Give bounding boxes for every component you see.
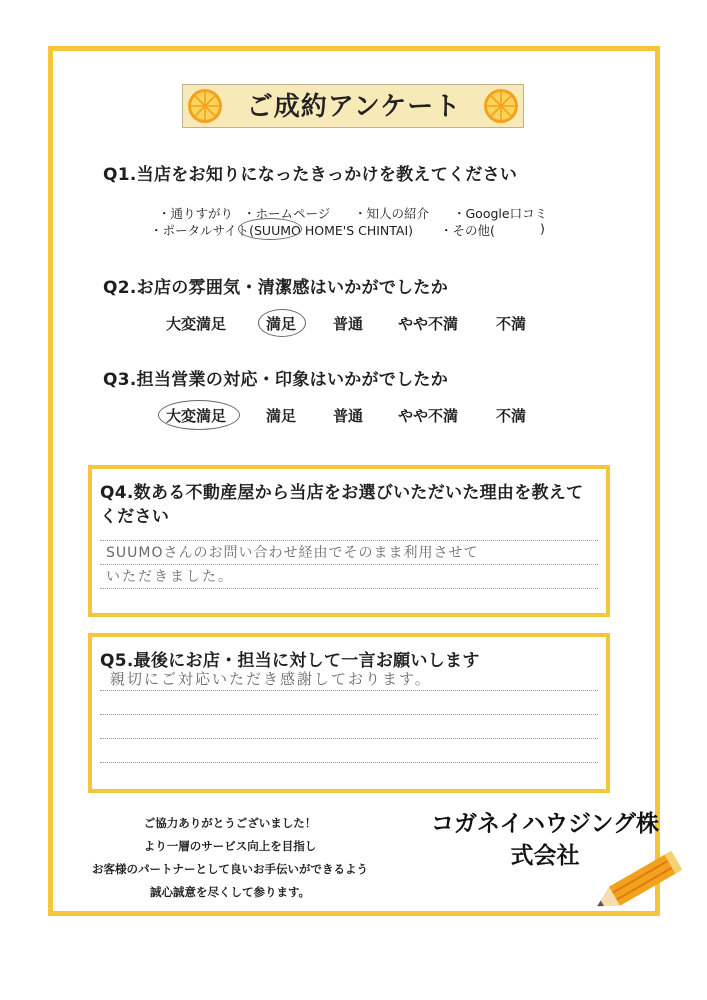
- answer-line: [100, 588, 598, 589]
- q2-option: 普通: [333, 315, 364, 333]
- answer-line: [100, 762, 598, 763]
- closing-message: より一層のサービス向上を目指し: [143, 839, 317, 853]
- q3-option: 不満: [496, 407, 527, 425]
- q3-question: Q3.担当営業の対応・印象はいかがでしたか: [103, 370, 449, 390]
- q1-option: ・その他(: [440, 223, 495, 238]
- answer-line: [100, 540, 598, 541]
- page-title: ご成約アンケート: [246, 92, 462, 122]
- q1-option: ・通りすがり: [158, 206, 234, 221]
- q2-option: 満足: [266, 315, 297, 333]
- q3-option: やや不満: [398, 407, 459, 425]
- q5-answer-text: 親切にご対応いただき感謝しております。: [110, 670, 432, 688]
- pencil-icon: [590, 850, 686, 920]
- q3-option: 普通: [333, 407, 364, 425]
- q1-question: Q1.当店をお知りになったきっかけを教えてください: [103, 165, 518, 185]
- q2-option: 大変満足: [166, 315, 227, 333]
- q4-question: Q4.数ある不動産屋から当店をお選びいただいた理由を教えて: [100, 483, 584, 503]
- answer-line: [100, 690, 598, 691]
- answer-line: [100, 738, 598, 739]
- closing-message: お客様のパートナーとして良いお手伝いができるよう: [92, 862, 368, 876]
- q4-question-cont: ください: [100, 507, 170, 527]
- company-name-line: コガネイハウジング株: [430, 811, 660, 837]
- q2-option: 不満: [496, 315, 527, 333]
- q4-answer-text: いただきました。: [106, 569, 234, 585]
- answer-circle: [258, 309, 306, 337]
- answer-line: [100, 714, 598, 715]
- q1-option: ・知人の紹介: [354, 206, 430, 221]
- closing-message: ご協力ありがとうございました！: [143, 816, 317, 830]
- q5-question: Q5.最後にお店・担当に対して一言お願いします: [100, 651, 480, 671]
- answer-line: [100, 564, 598, 565]
- company-name-line: 式会社: [510, 843, 580, 869]
- q1-option: ): [540, 221, 545, 236]
- answer-circle: [158, 400, 240, 430]
- q1-option: ・ホームページ: [243, 206, 331, 221]
- orange-slice-icon: [483, 88, 519, 124]
- q1-option: ・Google口コミ: [453, 206, 548, 221]
- q2-question: Q2.お店の雰囲気・清潔感はいかがでしたか: [103, 278, 449, 298]
- q1-option: ・ポータルサイト(SUUMO HOME'S CHINTAI): [150, 223, 414, 238]
- answer-circle: [238, 218, 302, 240]
- closing-message: 誠心誠意を尽くして参ります。: [149, 885, 311, 899]
- q4-answer-text: SUUMOさんのお問い合わせ経由でそのまま利用させて: [106, 545, 479, 561]
- title-banner: [182, 84, 524, 128]
- q3-option: 満足: [266, 407, 297, 425]
- q3-option: 大変満足: [166, 407, 227, 425]
- q2-option: やや不満: [398, 315, 459, 333]
